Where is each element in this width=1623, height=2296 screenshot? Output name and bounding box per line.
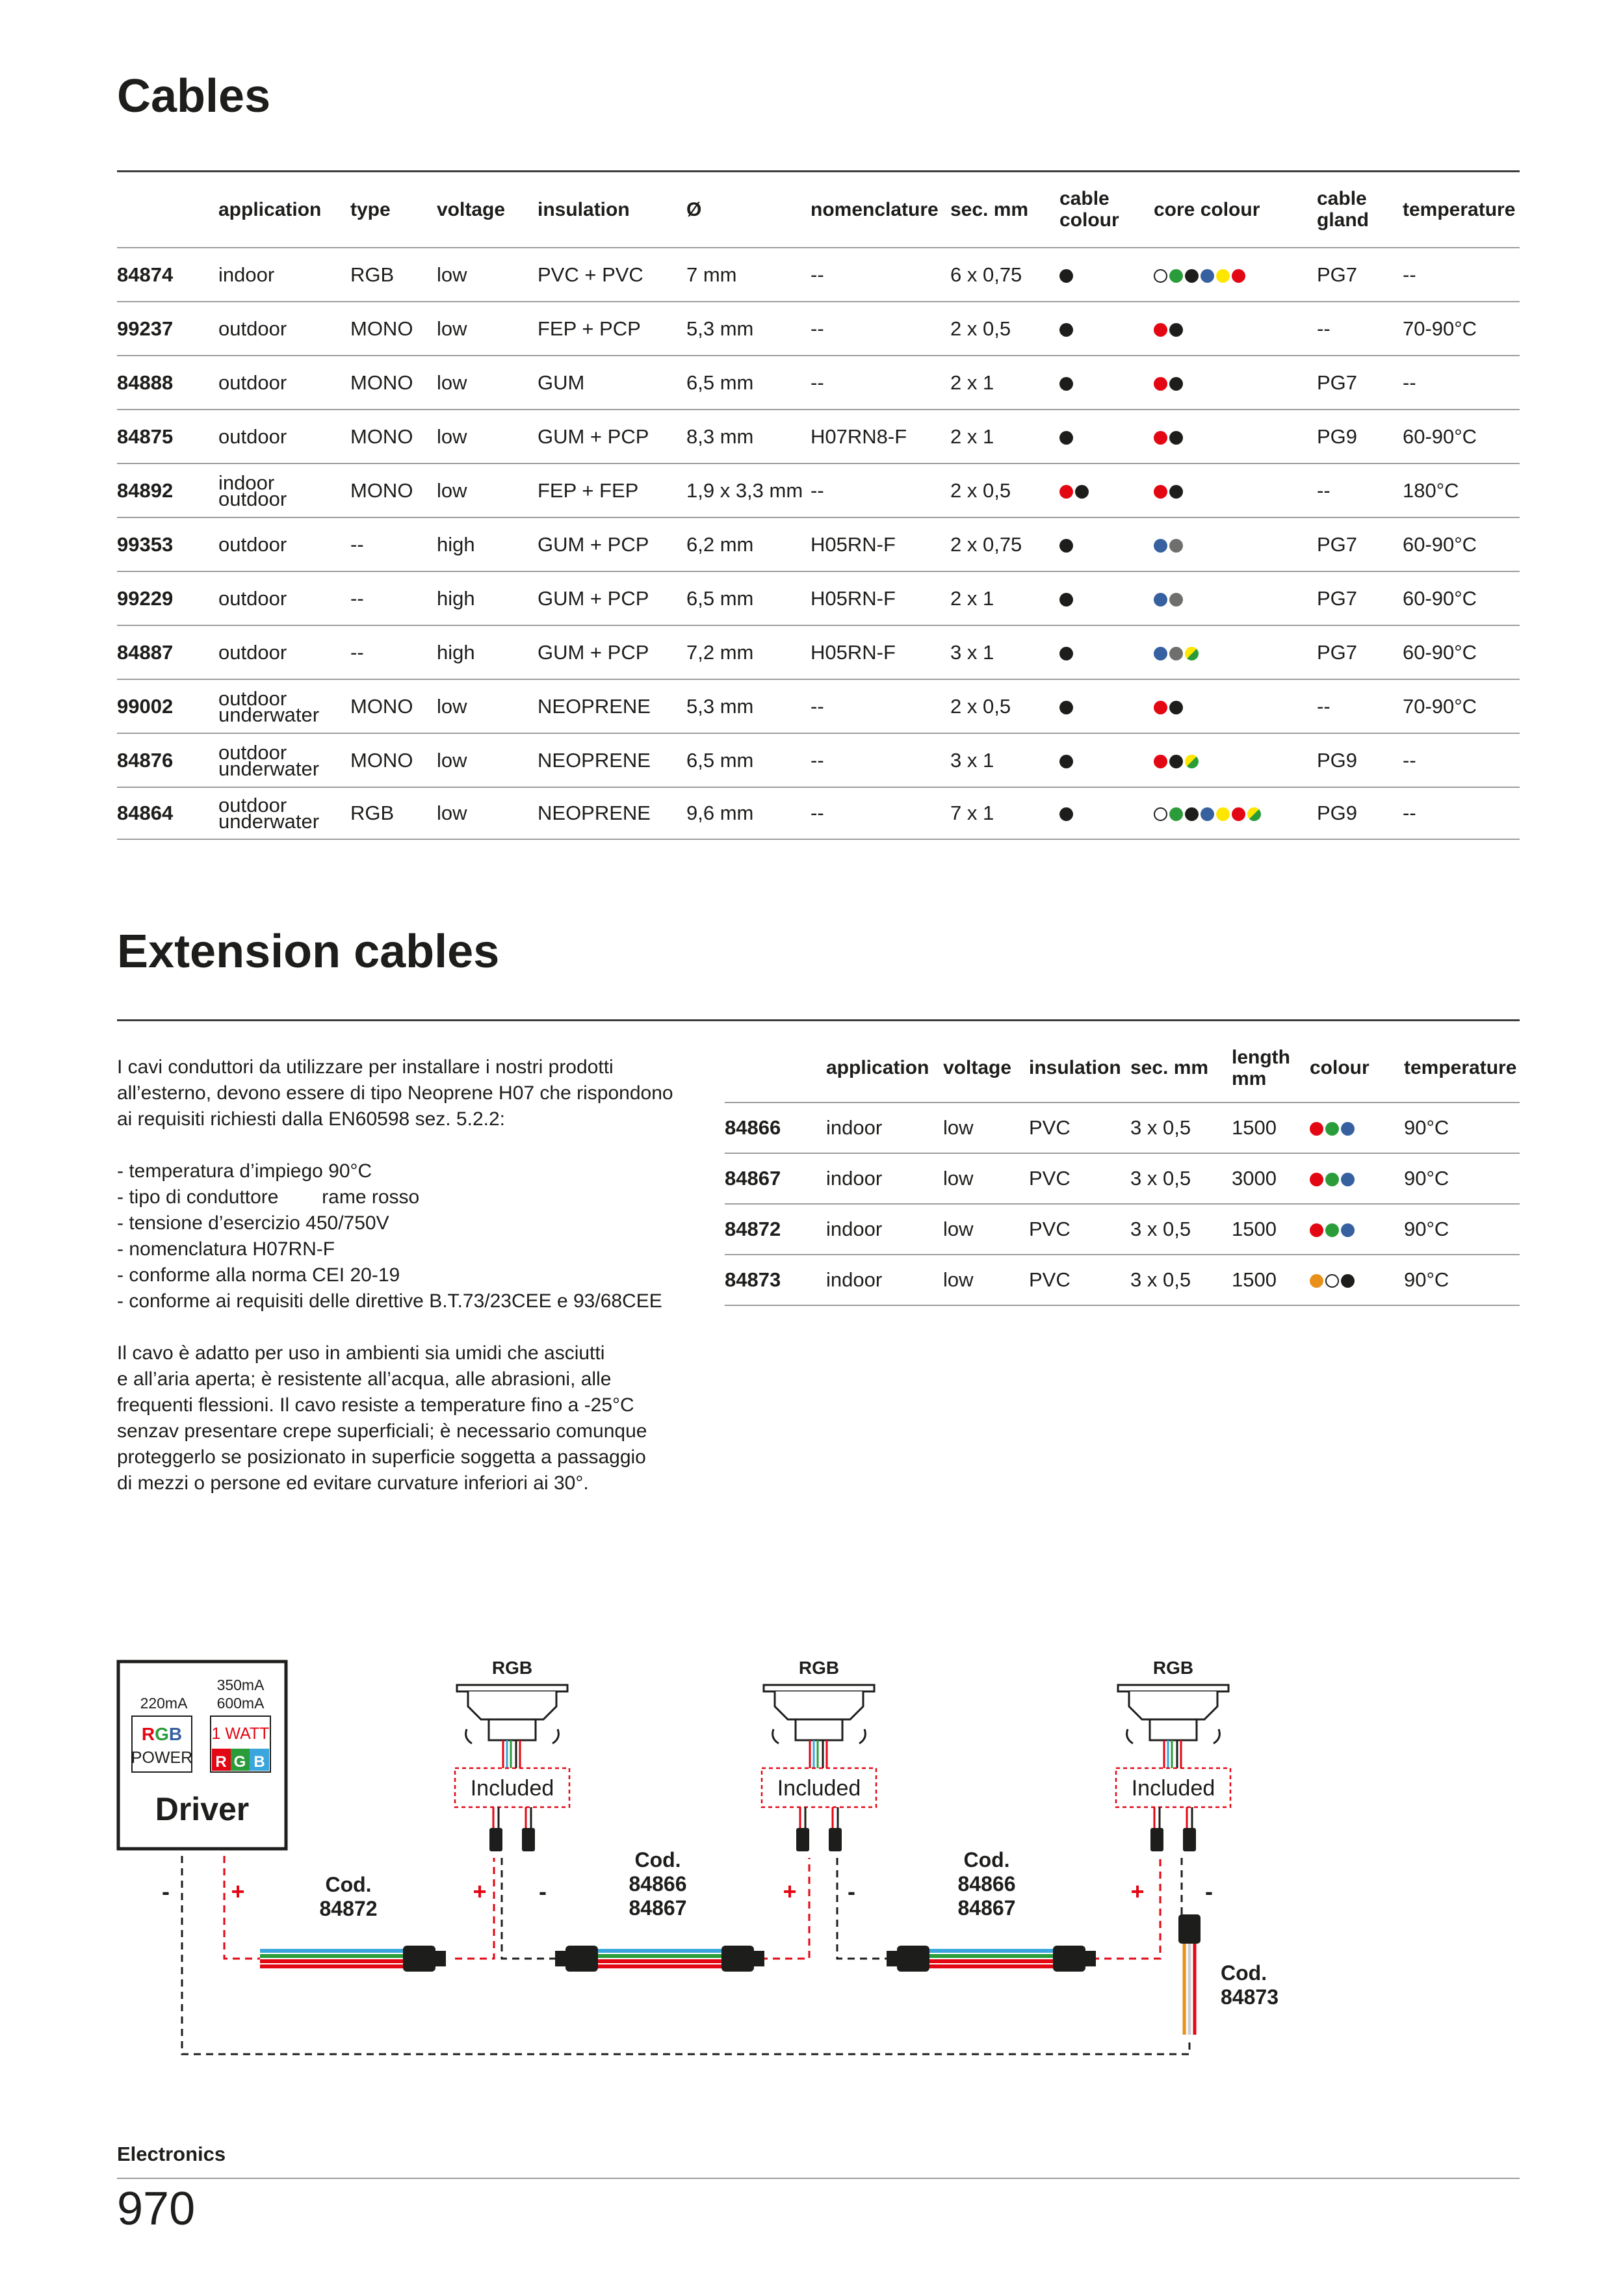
cable-b-code-2: 84867 xyxy=(629,1896,687,1920)
cell-text: GUM + PCP xyxy=(538,640,649,664)
cell-text: 5,3 mm xyxy=(686,317,754,340)
column-header-text: voltage xyxy=(437,198,506,220)
cell-text: PG7 xyxy=(1317,586,1358,610)
cable-84866-84867-b xyxy=(887,1946,1096,1972)
cell-text: 99353 xyxy=(117,532,174,556)
cell-text: 84876 xyxy=(117,748,174,772)
fixture-2-plus-sign: + xyxy=(783,1878,797,1905)
fixture-housing xyxy=(796,1719,842,1740)
cell-text: 3 x 0,5 xyxy=(1130,1268,1191,1291)
fixture-body xyxy=(775,1691,863,1719)
cell-text: H07RN8-F xyxy=(811,424,907,448)
cell-text: -- xyxy=(1317,694,1331,718)
cell-text: PG9 xyxy=(1317,748,1358,772)
cell-text: low xyxy=(943,1218,974,1240)
cable-c-cod-label: Cod. xyxy=(963,1848,1010,1872)
description-line: I cavi conduttori da utilizzare per installare i nostri prodotti xyxy=(117,1056,614,1078)
application-line: underwater xyxy=(218,810,320,833)
description-line: di mezzi o persone ed evitare curvature inferiori ai 30°. xyxy=(117,1472,589,1494)
application-line: underwater xyxy=(218,703,320,726)
cell-text: outdoor xyxy=(218,424,287,448)
driver-bar-b: B xyxy=(253,1753,265,1771)
cell-text: 2 x 1 xyxy=(950,424,994,448)
connector-icon xyxy=(522,1828,535,1851)
description-line: proteggerlo se posizionato in superficie soggetta a passaggio xyxy=(117,1446,646,1468)
fixture-3-minus-sign: - xyxy=(1205,1878,1213,1905)
cell-text: 90°C xyxy=(1404,1268,1449,1291)
cell-text: 70-90°C xyxy=(1403,694,1477,718)
column-header-text: insulation xyxy=(1029,1057,1121,1078)
cell-text: -- xyxy=(811,317,824,340)
cell-text: -- xyxy=(350,532,364,556)
cell-text: PG9 xyxy=(1317,424,1358,448)
cell-text: -- xyxy=(1403,802,1416,824)
fixture-housing xyxy=(489,1719,536,1740)
cell-text: -- xyxy=(811,263,824,286)
included-label: Included xyxy=(470,1776,554,1801)
cell-text: -- xyxy=(350,586,364,610)
column-header-text: Ø xyxy=(686,198,702,220)
cell-text: 60-90°C xyxy=(1403,640,1477,664)
fixture-rgb-label: RGB xyxy=(1152,1658,1194,1678)
cell-text: GUM + PCP xyxy=(538,586,649,610)
cell-text: H05RN-F xyxy=(811,640,896,664)
cell-text: 7 mm xyxy=(686,263,737,286)
plug-icon xyxy=(565,1946,598,1972)
plug-tip-icon xyxy=(754,1951,764,1966)
cell-text: MONO xyxy=(350,478,413,502)
cell-text: RGB xyxy=(350,802,395,824)
cell-text: NEOPRENE xyxy=(538,694,651,718)
description-line: all’esterno, devono essere di tipo Neoprene H07 che rispondono xyxy=(117,1082,673,1104)
cell-text: 60-90°C xyxy=(1403,586,1477,610)
cell-text: 60-90°C xyxy=(1403,532,1477,556)
cell-text: indoor xyxy=(826,1218,883,1240)
connector-icon xyxy=(1183,1828,1196,1851)
fixture-1-plus-sign: + xyxy=(473,1878,487,1905)
cell-text: PVC xyxy=(1029,1167,1071,1190)
fixtures xyxy=(455,1658,1230,1851)
cable-a-code-1: 84872 xyxy=(319,1897,378,1920)
cell-text: PG7 xyxy=(1317,532,1358,556)
cell-text: 2 x 0,5 xyxy=(950,478,1011,502)
cell-text: GUM + PCP xyxy=(538,424,649,448)
description-line: e all’aria aperta; è resistente all’acqua, alle abrasioni, alle xyxy=(117,1368,612,1390)
fixture-rgb-label: RGB xyxy=(491,1658,533,1678)
cell-text: PG7 xyxy=(1317,263,1358,286)
cell-text: 70-90°C xyxy=(1403,317,1477,340)
fixture-2-minus-sign: - xyxy=(848,1878,855,1905)
cable-c-code-1: 84866 xyxy=(957,1872,1016,1896)
description-line: - temperatura d’impiego 90°C xyxy=(117,1160,372,1182)
cell-text: -- xyxy=(811,371,824,394)
description-line: - conforme alla norma CEI 20-19 xyxy=(117,1264,400,1286)
description-line: - conforme ai requisiti delle direttive B.T.73/23CEE e 93/68CEE xyxy=(117,1290,662,1312)
plug-icon xyxy=(897,1946,929,1972)
cell-text: low xyxy=(437,478,467,502)
cell-text: indoor xyxy=(826,1268,883,1291)
cell-text: -- xyxy=(1403,263,1416,286)
column-header-text: temperature xyxy=(1403,198,1516,220)
svg-text:RGB xyxy=(142,1724,182,1744)
cell-text: 9,6 mm xyxy=(686,802,754,824)
description-line: - tensione d’esercizio 450/750V xyxy=(117,1212,389,1234)
driver-ma-right-2: 600mA xyxy=(216,1695,265,1712)
cell-text: 84864 xyxy=(117,802,174,824)
cell-text: 90°C xyxy=(1404,1167,1449,1190)
cable-84866-84867-a xyxy=(555,1946,764,1972)
description-line: Il cavo è adatto per uso in ambienti sia umidi che asciutti xyxy=(117,1342,605,1364)
connector-icon xyxy=(1150,1828,1163,1851)
cell-text: MONO xyxy=(350,694,413,718)
driver-bar-g: G xyxy=(233,1753,246,1771)
driver-bar-r: R xyxy=(215,1753,227,1771)
cell-text: low xyxy=(437,748,467,772)
cell-text: MONO xyxy=(350,748,413,772)
cell-text: 7,2 mm xyxy=(686,640,754,664)
column-header-text: nomenclature xyxy=(811,198,939,220)
fixture-housing xyxy=(1150,1719,1197,1740)
column-header-text: temperature xyxy=(1404,1057,1517,1078)
cell-text: 3 x 1 xyxy=(950,748,994,772)
connector-icon xyxy=(796,1828,809,1851)
column-header-text: application xyxy=(218,198,322,220)
cell-text: 8,3 mm xyxy=(686,424,754,448)
footer-rule xyxy=(117,2178,1520,2179)
plug-icon xyxy=(403,1946,435,1972)
column-header-text: colour xyxy=(1310,1057,1370,1078)
description-line: - nomenclatura H07RN-F xyxy=(117,1238,335,1260)
column-header-text: application xyxy=(826,1057,929,1078)
cell-text: 90°C xyxy=(1404,1218,1449,1240)
cell-text: 2 x 1 xyxy=(950,586,994,610)
fixture-body xyxy=(468,1691,556,1719)
cable-end-code-1: 84873 xyxy=(1221,1985,1279,2009)
cell-text: MONO xyxy=(350,371,413,394)
cell-text: PG9 xyxy=(1317,802,1358,824)
cell-text: 84867 xyxy=(725,1167,781,1190)
cell-text: 6,5 mm xyxy=(686,748,754,772)
cell-text: 2 x 0,75 xyxy=(950,532,1022,556)
cell-text: 60-90°C xyxy=(1403,424,1477,448)
cell-text: low xyxy=(437,424,467,448)
cell-text: 6,5 mm xyxy=(686,586,754,610)
driver-rgb-r: R xyxy=(141,1724,155,1744)
plug-icon xyxy=(721,1946,754,1972)
cell-text: indoor xyxy=(826,1116,883,1139)
cell-text: 3 x 0,5 xyxy=(1130,1116,1191,1139)
cell-text: low xyxy=(437,317,467,340)
cell-text: 84892 xyxy=(117,478,174,502)
plug-tip-icon xyxy=(555,1951,565,1966)
fixture-flange xyxy=(457,1685,567,1691)
cell-text: 6 x 0,75 xyxy=(950,263,1022,286)
cable-c-code-2: 84867 xyxy=(957,1896,1016,1920)
application-line: outdoor xyxy=(218,686,287,710)
column-header-text: cable gland xyxy=(1317,188,1369,231)
cell-text: H05RN-F xyxy=(811,532,896,556)
column-header-text: length mm xyxy=(1232,1046,1290,1089)
cell-text: -- xyxy=(350,640,364,664)
driver xyxy=(118,1662,286,1849)
cell-text: low xyxy=(943,1116,974,1139)
cell-text: high xyxy=(437,640,475,664)
driver-watt-label: 1 WATT xyxy=(211,1725,270,1743)
cell-text: NEOPRENE xyxy=(538,748,651,772)
plug-tip-icon xyxy=(887,1951,897,1966)
description-line: frequenti flessioni. Il cavo resiste a temperature fino a -25°C xyxy=(117,1394,634,1416)
cell-text: indoor xyxy=(826,1167,883,1190)
description-line: senzav presentare crepe superficiali; è necessario comunque xyxy=(117,1420,647,1442)
plug-tip-icon xyxy=(1085,1951,1096,1966)
application-line: outdoor xyxy=(218,487,287,510)
cell-text: -- xyxy=(811,748,824,772)
cable-end-cod-label: Cod. xyxy=(1221,1961,1267,1985)
cell-text: 99002 xyxy=(117,694,174,718)
driver-ma-left: 220mA xyxy=(140,1695,188,1712)
fixture-flange xyxy=(764,1685,874,1691)
cell-text: MONO xyxy=(350,317,413,340)
application-line: outdoor xyxy=(218,740,287,764)
cell-text: 1,9 x 3,3 mm xyxy=(686,478,803,502)
cell-text: -- xyxy=(1317,478,1331,502)
cell-text: PVC xyxy=(1029,1218,1071,1240)
driver-title: Driver xyxy=(155,1791,250,1827)
column-header-text: insulation xyxy=(538,198,630,220)
driver-power-label: POWER xyxy=(131,1749,193,1767)
cell-text: PVC + PVC xyxy=(538,263,643,286)
cell-text: -- xyxy=(1403,371,1416,394)
cell-text: -- xyxy=(811,478,824,502)
column-header-text: type xyxy=(350,198,391,220)
application-line: outdoor xyxy=(218,794,287,816)
cell-text: 1500 xyxy=(1232,1218,1277,1240)
driver-plus-sign: + xyxy=(231,1878,245,1905)
cable-b-code-1: 84866 xyxy=(629,1872,687,1896)
cell-text: RGB xyxy=(350,263,395,286)
cell-text: 2 x 0,5 xyxy=(950,694,1011,718)
cell-text: FEP + FEP xyxy=(538,478,639,502)
cell-text: NEOPRENE xyxy=(538,802,651,824)
cell-text: outdoor xyxy=(218,532,287,556)
fixture-rgb-label: RGB xyxy=(798,1658,840,1678)
cell-text: high xyxy=(437,532,475,556)
application-line: underwater xyxy=(218,757,320,780)
column-header-text: sec. mm xyxy=(1130,1057,1209,1078)
cables-title: Cables xyxy=(117,70,271,122)
cell-text: 6,5 mm xyxy=(686,371,754,394)
column-header-text: cable colour xyxy=(1059,188,1119,231)
cell-text: 84866 xyxy=(725,1116,781,1139)
cable-84873 xyxy=(1178,1914,1201,2035)
cell-text: 3 x 0,5 xyxy=(1130,1167,1191,1190)
cell-text: 90°C xyxy=(1404,1116,1449,1139)
cell-text: outdoor xyxy=(218,371,287,394)
cable-segments xyxy=(260,1914,1201,2035)
footer-section-label: Electronics xyxy=(117,2143,226,2165)
column-header-text: voltage xyxy=(943,1057,1012,1078)
included-label: Included xyxy=(777,1776,861,1801)
cell-text: 84875 xyxy=(117,424,174,448)
rgb-fixture-1 xyxy=(455,1658,569,1851)
cell-text: outdoor xyxy=(218,586,287,610)
cable-a-cod-label: Cod. xyxy=(325,1873,372,1896)
application-line: indoor xyxy=(218,471,275,494)
cell-text: 7 x 1 xyxy=(950,802,994,824)
rgb-fixture-2 xyxy=(762,1658,876,1851)
connector-icon xyxy=(489,1828,502,1851)
cell-text: 2 x 1 xyxy=(950,371,994,394)
cell-text: PG7 xyxy=(1317,371,1358,394)
cell-text: 99237 xyxy=(117,317,174,340)
cell-text: 84872 xyxy=(725,1218,781,1240)
rgb-fixture-3 xyxy=(1116,1658,1230,1851)
driver-rgb-g: G xyxy=(155,1724,169,1744)
fixture-flange xyxy=(1118,1685,1228,1691)
cell-text: GUM + PCP xyxy=(538,532,649,556)
cell-text: low xyxy=(437,802,467,824)
cell-text: -- xyxy=(811,694,824,718)
cable-b-cod-label: Cod. xyxy=(634,1848,681,1872)
cell-text: -- xyxy=(1403,748,1416,772)
description-line: ai requisiti richiesti dalla EN60598 sez. 5.2.2: xyxy=(117,1108,505,1130)
cell-text: 1500 xyxy=(1232,1268,1277,1291)
cell-text: 3 x 1 xyxy=(950,640,994,664)
cell-text: low xyxy=(437,371,467,394)
cell-text: -- xyxy=(811,802,824,824)
cell-text: low xyxy=(437,694,467,718)
cable-84872 xyxy=(260,1946,446,1972)
included-label: Included xyxy=(1131,1776,1215,1801)
plug-tip-icon xyxy=(435,1951,446,1966)
description-line: - tipo di conduttore rame rosso xyxy=(117,1186,420,1208)
cell-text: GUM xyxy=(538,371,585,394)
cell-text: 84874 xyxy=(117,263,174,286)
driver-rgb-b: B xyxy=(168,1724,183,1744)
cell-text: 3000 xyxy=(1232,1167,1277,1190)
plug-icon xyxy=(1053,1946,1085,1972)
fixture-1-minus-sign: - xyxy=(539,1878,547,1905)
cell-text: 84888 xyxy=(117,371,174,394)
cell-text: 180°C xyxy=(1403,478,1459,502)
column-header-text: sec. mm xyxy=(950,198,1029,220)
cell-text: outdoor xyxy=(218,640,287,664)
cell-text: 1500 xyxy=(1232,1116,1277,1139)
extension-title: Extension cables xyxy=(117,926,500,978)
cell-text: low xyxy=(437,263,467,286)
cell-text: 84887 xyxy=(117,640,174,664)
cell-text: high xyxy=(437,586,475,610)
driver-minus-sign: - xyxy=(162,1878,170,1905)
plug-icon xyxy=(1178,1914,1201,1944)
cell-text: PG7 xyxy=(1317,640,1358,664)
page-number: 970 xyxy=(117,2183,196,2235)
fixture-3-plus-sign: + xyxy=(1130,1878,1145,1905)
cell-text: 5,3 mm xyxy=(686,694,754,718)
driver-ma-right-1: 350mA xyxy=(216,1676,265,1693)
cell-text: 3 x 0,5 xyxy=(1130,1218,1191,1240)
cell-text: PVC xyxy=(1029,1268,1071,1291)
cell-text: -- xyxy=(1317,317,1331,340)
connector-icon xyxy=(829,1828,842,1851)
cell-text: FEP + PCP xyxy=(538,317,641,340)
fixture-body xyxy=(1129,1691,1217,1719)
cell-text: 99229 xyxy=(117,586,174,610)
cell-text: indoor xyxy=(218,263,275,286)
cell-text: 84873 xyxy=(725,1268,781,1291)
cell-text: H05RN-F xyxy=(811,586,896,610)
cell-text: MONO xyxy=(350,424,413,448)
cell-text: PVC xyxy=(1029,1116,1071,1139)
cell-text: 2 x 0,5 xyxy=(950,317,1011,340)
column-header-text: core colour xyxy=(1154,198,1260,220)
cell-text: outdoor xyxy=(218,317,287,340)
cell-text: low xyxy=(943,1167,974,1190)
cell-text: 6,2 mm xyxy=(686,532,754,556)
cell-text: low xyxy=(943,1268,974,1291)
